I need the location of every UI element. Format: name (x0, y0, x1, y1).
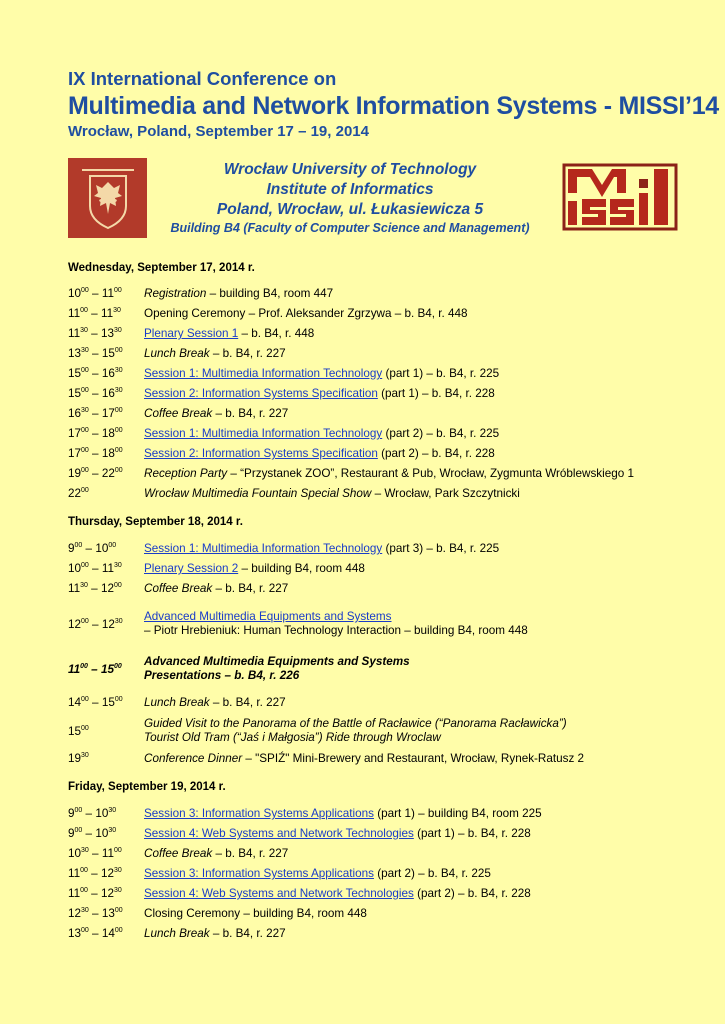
time-range: $13^{30} - 15^{00}$ (68, 347, 123, 360)
event-description (144, 752, 584, 765)
event-text: Tourist Old Tram (“Jaś i Małgosia”) Ride through Wroclaw (144, 731, 441, 744)
time-range: $10^{00} - 11^{00}$ (68, 287, 122, 300)
event-text: – Wrocław, Park Szczytnicki (371, 487, 520, 500)
time-range: $12^{30} - 13^{00}$ (68, 907, 123, 920)
event-description (144, 887, 531, 900)
event-text: (part 2) – b. B4, r. 228 (413, 887, 531, 900)
event-description (144, 427, 499, 440)
session-link[interactable]: Session 1: Multimedia Information Technology (144, 542, 383, 555)
event-text: (part 2) – b. B4, r. 228 (377, 447, 495, 460)
session-link[interactable]: Session 4: Web Systems and Network Technologies (144, 827, 414, 840)
event-text: – building B4, room 448 (238, 562, 365, 575)
event-description (144, 927, 286, 940)
event-text: Reception Party (144, 467, 228, 480)
time-range: $14^{00} - 15^{00}$ (68, 696, 123, 709)
time-range: $22^{00}$ (68, 487, 89, 500)
event-description (144, 287, 333, 300)
conference-series: IX International Conference on (68, 68, 337, 89)
event-text: – b. B4, r. 227 (209, 696, 286, 709)
session-link[interactable]: Session 2: Information Systems Specification (144, 387, 378, 400)
event-text: – Piotr Hrebieniuk: Human Technology Interaction – building B4, room 448 (144, 624, 528, 637)
event-description (144, 847, 288, 860)
event-text: Conference Dinner (144, 752, 243, 765)
event-text: (part 1) – building B4, room 225 (373, 807, 542, 820)
time-range: $16^{30} - 17^{00}$ (68, 407, 123, 420)
event-text: Registration (144, 287, 207, 300)
time-range: $10^{00} - 11^{30}$ (68, 562, 122, 575)
event-description (144, 807, 542, 820)
time-range: $19^{00} - 22^{00}$ (68, 467, 123, 480)
event-description (144, 907, 367, 920)
event-text: – b. B4, r. 227 (212, 407, 289, 420)
event-description (144, 610, 528, 637)
event-description (144, 347, 286, 360)
event-description (144, 407, 288, 420)
event-description (144, 327, 314, 340)
event-text: – building B4, room 447 (206, 287, 334, 300)
event-description (144, 542, 499, 555)
event-text: Coffee Break (144, 407, 213, 420)
event-text: – b. B4, r. 227 (209, 927, 286, 940)
day-heading: Thursday, September 18, 2014 r. (68, 516, 243, 528)
session-link[interactable]: Session 1: Multimedia Information Technology (144, 367, 383, 380)
event-description (144, 582, 288, 595)
event-description (144, 717, 567, 744)
event-text: Wrocław Multimedia Fountain Special Show (144, 487, 372, 500)
institute-name: Institute of Informatics (266, 181, 434, 198)
time-range: $15^{00} - 16^{30}$ (68, 387, 123, 400)
event-description (144, 562, 365, 575)
event-text: Opening Ceremony – Prof. Aleksander Zgrzywa – b. B4, r. 448 (144, 307, 468, 320)
event-text: Lunch Break (144, 347, 210, 360)
event-text: (part 1) – b. B4, r. 228 (413, 827, 531, 840)
event-text: Coffee Break (144, 847, 213, 860)
event-description (144, 487, 520, 500)
session-link[interactable]: Session 4: Web Systems and Network Technologies (144, 887, 414, 900)
event-text: Guided Visit to the Panorama of the Battle of Racławice (“Panorama Racławicka”) (144, 717, 567, 730)
missi-logo-icon (562, 163, 678, 231)
event-text: – b. B4, r. 227 (209, 347, 286, 360)
event-description (144, 447, 495, 460)
time-range: $12^{00} - 12^{30}$ (68, 618, 123, 631)
event-text: Advanced Multimedia Equipments and Systems (144, 655, 410, 668)
university-name: Wrocław University of Technology (223, 161, 477, 178)
event-text: Lunch Break (144, 927, 210, 940)
time-range: $17^{00} - 18^{00}$ (68, 447, 123, 460)
event-description (144, 655, 410, 682)
time-range: $17^{00} - 18^{00}$ (68, 427, 123, 440)
day-heading: Friday, September 19, 2014 r. (68, 781, 226, 793)
session-link[interactable]: Advanced Multimedia Equipments and Systems (144, 610, 392, 623)
event-description (144, 367, 499, 380)
time-range: $10^{30} - 11^{00}$ (68, 847, 122, 860)
time-range: $11^{30} - 12^{00}$ (68, 582, 122, 595)
event-description (144, 307, 468, 320)
university-eagle-logo-icon (68, 158, 147, 238)
event-text: – b. B4, r. 227 (212, 847, 289, 860)
session-link[interactable]: Session 2: Information Systems Specification (144, 447, 378, 460)
time-range: $13^{00} - 14^{00}$ (68, 927, 123, 940)
session-link[interactable]: Plenary Session 1 (144, 327, 239, 340)
event-text: (part 3) – b. B4, r. 225 (382, 542, 500, 555)
organizer-address: Poland, Wrocław, ul. Łukasiewicza 5 (216, 201, 484, 218)
event-text: – b. B4, r. 448 (238, 327, 315, 340)
event-text: (part 2) – b. B4, r. 225 (382, 427, 500, 440)
time-range: $11^{00} - 12^{30}$ (68, 887, 122, 900)
time-range: $15^{00} - 16^{30}$ (68, 367, 123, 380)
day-heading: Wednesday, September 17, 2014 r. (68, 262, 255, 274)
event-text: Closing Ceremony – building B4, room 448 (144, 907, 367, 920)
time-range: $11^{00} - 11^{30}$ (68, 307, 121, 320)
session-link[interactable]: Session 3: Information Systems Applications (144, 807, 374, 820)
organizer-block (160, 160, 540, 237)
event-text: – b. B4, r. 227 (212, 582, 289, 595)
time-range: $9^{00} - 10^{00}$ (68, 542, 117, 555)
time-range: $11^{00} - 15^{00}$ (68, 663, 122, 676)
event-text: Coffee Break (144, 582, 213, 595)
event-text: (part 2) – b. B4, r. 225 (373, 867, 491, 880)
event-description (144, 467, 634, 480)
event-description (144, 387, 495, 400)
time-range: $9^{00} - 10^{30}$ (68, 807, 117, 820)
conference-location-dates: Wrocław, Poland, September 17 – 19, 2014 (68, 123, 369, 140)
event-description (144, 696, 286, 709)
event-text: Presentations – b. B4, r. 226 (144, 669, 300, 682)
time-range: $19^{30}$ (68, 752, 89, 765)
event-description (144, 827, 531, 840)
session-link[interactable]: Session 3: Information Systems Applications (144, 867, 374, 880)
event-text: (part 1) – b. B4, r. 225 (382, 367, 500, 380)
time-range: $11^{00} - 12^{30}$ (68, 867, 122, 880)
organizer-building: Building B4 (Faculty of Computer Science and Management) (170, 221, 530, 235)
conference-title: Multimedia and Network Information Systems - MISSI’14 (68, 92, 719, 120)
time-range: $9^{00} - 10^{30}$ (68, 827, 117, 840)
time-range: $11^{30} - 13^{30}$ (68, 327, 122, 340)
event-text: (part 1) – b. B4, r. 228 (377, 387, 495, 400)
time-range: $15^{00}$ (68, 725, 89, 738)
event-description (144, 867, 491, 880)
event-text: – "SPIŹ" Mini-Brewery and Restaurant, Wrocław, Rynek-Ratusz 2 (242, 752, 585, 765)
event-text: – “Przystanek ZOO”, Restaurant & Pub, Wrocław, Zygmunta Wróblewskiego 1 (227, 467, 634, 480)
session-link[interactable]: Session 1: Multimedia Information Technology (144, 427, 383, 440)
event-text: Lunch Break (144, 696, 210, 709)
session-link[interactable]: Plenary Session 2 (144, 562, 239, 575)
